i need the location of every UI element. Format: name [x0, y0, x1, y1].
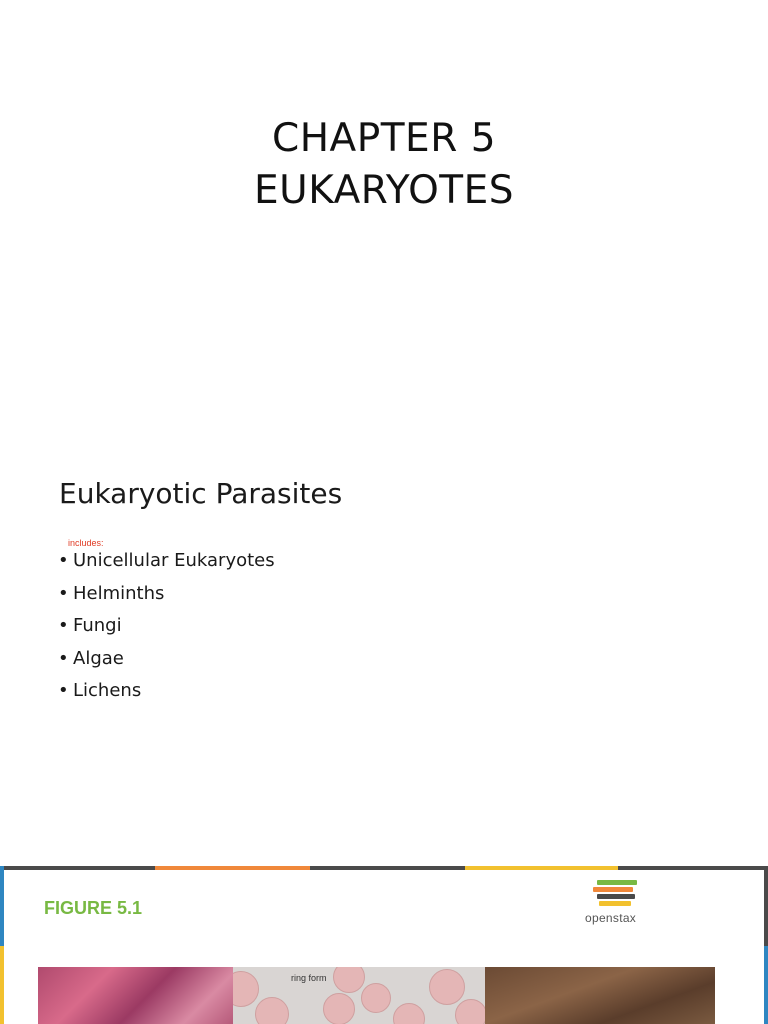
figure-photos — [38, 967, 715, 1024]
bullet-item: • Unicellular Eukaryotes — [58, 550, 275, 571]
mosquito-net-image — [485, 967, 715, 1024]
title-line-2: EUKARYOTES — [254, 168, 514, 213]
color-stripe-left — [0, 866, 4, 1024]
logo-text: openstax — [585, 911, 637, 925]
blood-smear-image — [233, 967, 485, 1024]
content-slide — [0, 432, 768, 864]
slide-heading: Eukaryotic Parasites — [59, 477, 343, 510]
bullet-item: • Fungi — [58, 615, 122, 636]
slide-title — [0, 113, 768, 217]
color-stripe-right — [764, 866, 768, 1024]
color-stripe-top — [0, 866, 768, 870]
title-slide — [0, 0, 768, 432]
figure-slide — [0, 866, 768, 1024]
bullet-item: • Lichens — [58, 680, 142, 701]
annotation-note: includes: — [68, 538, 104, 548]
bullet-item: • Algae — [58, 647, 124, 669]
bullet-list — [58, 545, 275, 708]
figure-label: FIGURE 5.1 — [44, 898, 143, 918]
ring-form-label: ring form — [291, 973, 327, 983]
openstax-logo — [585, 880, 665, 930]
bullet-item: • Helminths — [58, 582, 165, 604]
title-line-1: CHAPTER 5 — [271, 116, 497, 161]
micrograph-image — [38, 967, 233, 1024]
